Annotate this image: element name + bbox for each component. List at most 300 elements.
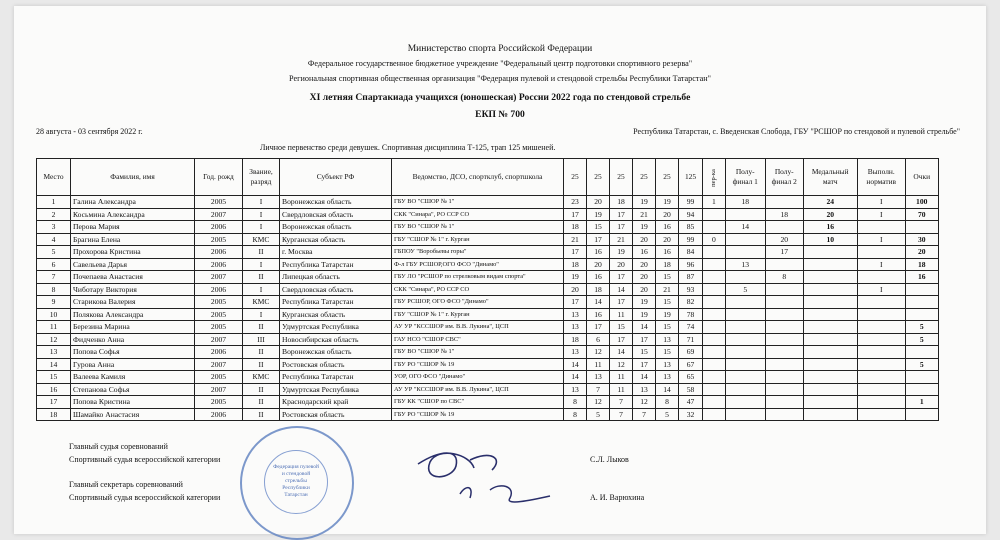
column-header: Выполн. норматив <box>857 159 905 196</box>
table-cell <box>803 408 857 421</box>
table-cell <box>765 346 803 359</box>
table-cell <box>703 246 726 259</box>
table-cell <box>725 383 765 396</box>
table-cell: 11 <box>37 321 71 334</box>
table-cell <box>725 246 765 259</box>
table-cell: 2 <box>37 208 71 221</box>
table-cell: 17 <box>37 396 71 409</box>
column-header: 25 <box>656 159 679 196</box>
table-cell: 8 <box>564 408 587 421</box>
table-cell: I <box>857 196 905 209</box>
table-cell: 20 <box>633 258 656 271</box>
table-cell <box>725 408 765 421</box>
table-cell: 5 <box>37 246 71 259</box>
table-row <box>37 346 939 359</box>
table-cell: 5 <box>587 408 610 421</box>
secretary-name: А. И. Варюхина <box>590 493 645 502</box>
table-cell: 18 <box>656 258 679 271</box>
table-cell: 18 <box>37 408 71 421</box>
table-cell: 70 <box>905 208 938 221</box>
table-cell: 12 <box>610 358 633 371</box>
table-cell: ГБУ КК "СШОР по СВС" <box>392 396 564 409</box>
table-cell: Республика Татарстан <box>280 296 392 309</box>
table-cell <box>703 346 726 359</box>
table-cell <box>725 396 765 409</box>
table-cell <box>803 296 857 309</box>
table-cell: 87 <box>679 271 703 284</box>
table-cell: 65 <box>679 371 703 384</box>
table-cell: Ростовская область <box>280 408 392 421</box>
table-cell <box>703 296 726 309</box>
judge-name: С.Л. Лыков <box>590 455 629 464</box>
table-cell <box>857 308 905 321</box>
table-cell: 11 <box>610 308 633 321</box>
table-cell <box>803 271 857 284</box>
table-cell <box>725 371 765 384</box>
document-sheet <box>14 6 986 534</box>
table-cell <box>765 196 803 209</box>
table-cell: Свердловская область <box>280 208 392 221</box>
table-cell: 14 <box>633 321 656 334</box>
table-cell: 4 <box>37 233 71 246</box>
column-header: Звание, разряд <box>243 159 280 196</box>
table-cell: 9 <box>37 296 71 309</box>
table-cell: 13 <box>656 371 679 384</box>
table-cell <box>703 371 726 384</box>
table-row <box>37 333 939 346</box>
table-cell: 15 <box>610 321 633 334</box>
table-cell <box>803 333 857 346</box>
table-cell: I <box>857 208 905 221</box>
table-cell: Перова Мария <box>71 221 195 234</box>
column-header: Год. рожд <box>195 159 243 196</box>
table-cell: 8 <box>656 396 679 409</box>
ekp-number: ЕКП № 700 <box>475 109 525 120</box>
table-cell: ГБУ ЛО "РСШОР по стрелковым видам спорта" <box>392 271 564 284</box>
table-cell <box>703 208 726 221</box>
table-cell: II <box>243 246 280 259</box>
secretary-title: Главный секретарь соревнований <box>69 480 183 489</box>
table-cell <box>857 246 905 259</box>
table-cell: 16 <box>656 246 679 259</box>
table-cell: II <box>243 271 280 284</box>
table-cell <box>703 333 726 346</box>
table-cell: 12 <box>587 346 610 359</box>
table-cell: 3 <box>37 221 71 234</box>
table-cell <box>725 358 765 371</box>
table-cell: 16 <box>587 308 610 321</box>
table-cell: 21 <box>656 283 679 296</box>
table-cell <box>725 308 765 321</box>
table-cell: Степанова Софья <box>71 383 195 396</box>
table-cell: 11 <box>610 383 633 396</box>
table-cell: Косьмина Александра <box>71 208 195 221</box>
table-cell <box>905 308 938 321</box>
table-cell <box>703 358 726 371</box>
table-cell <box>857 296 905 309</box>
table-cell: 17 <box>610 208 633 221</box>
table-cell <box>803 346 857 359</box>
table-cell <box>703 221 726 234</box>
column-header: Полу-финал 1 <box>725 159 765 196</box>
results-table <box>36 158 939 421</box>
table-row <box>37 358 939 371</box>
table-cell <box>765 221 803 234</box>
table-cell: 84 <box>679 246 703 259</box>
table-cell: 13 <box>725 258 765 271</box>
table-cell: 7 <box>587 383 610 396</box>
table-cell <box>725 346 765 359</box>
column-header: Фамилия, имя <box>71 159 195 196</box>
table-cell: 19 <box>656 196 679 209</box>
table-cell: 18 <box>765 208 803 221</box>
table-cell: 14 <box>564 371 587 384</box>
table-cell: 15 <box>656 321 679 334</box>
table-cell: 17 <box>587 233 610 246</box>
table-cell: 18 <box>610 196 633 209</box>
table-row <box>37 296 939 309</box>
table-cell: Ростовская область <box>280 358 392 371</box>
table-cell: 17 <box>633 358 656 371</box>
table-cell: 2006 <box>195 221 243 234</box>
table-cell: 100 <box>905 196 938 209</box>
table-cell: СКК "Синара", РО ССР СО <box>392 283 564 296</box>
table-cell: 18 <box>564 333 587 346</box>
table-cell: Воронежская область <box>280 346 392 359</box>
table-cell: 14 <box>633 371 656 384</box>
table-cell: 8 <box>765 271 803 284</box>
table-cell: 2005 <box>195 371 243 384</box>
table-cell: 69 <box>679 346 703 359</box>
table-cell: 15 <box>587 221 610 234</box>
table-cell: 13 <box>564 308 587 321</box>
column-header: 25 <box>633 159 656 196</box>
table-cell: I <box>243 258 280 271</box>
table-cell: III <box>243 333 280 346</box>
table-cell: 58 <box>679 383 703 396</box>
table-cell: 17 <box>765 246 803 259</box>
table-cell: Воронежская область <box>280 221 392 234</box>
table-cell: 13 <box>587 371 610 384</box>
table-cell: 13 <box>564 321 587 334</box>
table-cell: 18 <box>587 283 610 296</box>
table-cell: Новосибирская область <box>280 333 392 346</box>
table-cell: 2006 <box>195 283 243 296</box>
table-cell: 14 <box>610 346 633 359</box>
table-cell: 17 <box>610 221 633 234</box>
table-cell: 20 <box>633 271 656 284</box>
column-header: 25 <box>564 159 587 196</box>
table-cell: Ф-л ГБУ РСШОР,ОГО ФСО "Динамо" <box>392 258 564 271</box>
table-cell: 14 <box>656 383 679 396</box>
table-cell: 14 <box>725 221 765 234</box>
table-cell <box>703 321 726 334</box>
table-cell: 16 <box>905 271 938 284</box>
table-cell: 13 <box>656 358 679 371</box>
table-cell: 47 <box>679 396 703 409</box>
table-cell: Краснодарский край <box>280 396 392 409</box>
table-cell <box>703 383 726 396</box>
table-cell <box>905 221 938 234</box>
table-cell <box>725 208 765 221</box>
table-cell: 19 <box>633 296 656 309</box>
table-cell: 2007 <box>195 383 243 396</box>
header-federal-center: Федеральное государственное бюджетное учреждение "Федеральный центр подготовки спортивного резерва" <box>307 59 693 68</box>
table-cell: 2007 <box>195 333 243 346</box>
table-cell <box>765 321 803 334</box>
table-cell: 2005 <box>195 321 243 334</box>
table-cell <box>803 396 857 409</box>
table-cell: I <box>243 196 280 209</box>
table-cell: 20 <box>765 233 803 246</box>
table-row <box>37 383 939 396</box>
table-cell: 14 <box>610 283 633 296</box>
table-cell: 6 <box>37 258 71 271</box>
table-cell: Почепаева Анастасия <box>71 271 195 284</box>
secretary-signature <box>460 486 550 502</box>
table-cell <box>857 271 905 284</box>
table-cell: II <box>243 408 280 421</box>
table-cell: Прохорова Кристина <box>71 246 195 259</box>
table-cell: 24 <box>803 196 857 209</box>
table-cell: 19 <box>633 196 656 209</box>
table-cell: 1 <box>37 196 71 209</box>
header-ministry: Министерство спорта Российской Федерации <box>407 44 593 54</box>
table-cell <box>803 283 857 296</box>
table-cell: ГБУ РО "СШОР № 19 <box>392 358 564 371</box>
table-cell: 2005 <box>195 196 243 209</box>
column-header: 25 <box>610 159 633 196</box>
table-cell: 19 <box>633 308 656 321</box>
table-cell: 11 <box>587 358 610 371</box>
table-cell <box>857 358 905 371</box>
table-cell: 8 <box>37 283 71 296</box>
table-cell <box>803 258 857 271</box>
table-cell: II <box>243 396 280 409</box>
table-cell: 14 <box>587 296 610 309</box>
table-cell: КМС <box>243 296 280 309</box>
table-cell: II <box>243 383 280 396</box>
table-cell: ГБУ ВО "СШОР № 1" <box>392 346 564 359</box>
table-cell: 2007 <box>195 271 243 284</box>
table-cell: ГБПОУ "Воробьевы горы" <box>392 246 564 259</box>
table-cell <box>765 258 803 271</box>
table-cell: Курганская область <box>280 233 392 246</box>
table-cell: 13 <box>656 333 679 346</box>
table-cell: Удмуртская Республика <box>280 383 392 396</box>
table-row <box>37 408 939 421</box>
table-cell <box>703 258 726 271</box>
table-row <box>37 208 939 221</box>
table-cell: 71 <box>679 333 703 346</box>
table-cell: 15 <box>656 346 679 359</box>
table-cell <box>803 371 857 384</box>
table-cell: АУ УР "КССШОР им. В.В. Лукина", ЦСП <box>392 321 564 334</box>
table-cell: 16 <box>587 271 610 284</box>
table-cell: 13 <box>37 346 71 359</box>
table-row <box>37 233 939 246</box>
table-cell: 20 <box>803 208 857 221</box>
table-cell: Попова Софья <box>71 346 195 359</box>
table-cell: Свердловская область <box>280 283 392 296</box>
table-cell: Гурова Анна <box>71 358 195 371</box>
table-cell: I <box>243 221 280 234</box>
table-cell: 17 <box>610 333 633 346</box>
table-cell: 1 <box>703 196 726 209</box>
table-cell: Савельева Дарья <box>71 258 195 271</box>
table-cell: ГБУ "СШОР № 1" г. Курган <box>392 233 564 246</box>
table-cell <box>703 308 726 321</box>
column-header: Место <box>37 159 71 196</box>
table-cell: Полякова Александра <box>71 308 195 321</box>
table-cell: УОР, ОГО ФСО "Динамо" <box>392 371 564 384</box>
table-cell: 5 <box>905 333 938 346</box>
table-cell: Брагина Елена <box>71 233 195 246</box>
table-cell: 5 <box>725 283 765 296</box>
table-cell: ГБУ РСШОР, ОГО ФСО "Динамо" <box>392 296 564 309</box>
table-cell: 7 <box>610 408 633 421</box>
table-cell: 16 <box>656 221 679 234</box>
column-header: Полу-финал 2 <box>765 159 803 196</box>
table-cell <box>765 371 803 384</box>
table-cell: 8 <box>564 396 587 409</box>
table-cell: 17 <box>564 246 587 259</box>
table-cell: 12 <box>587 396 610 409</box>
table-cell: СКК "Синара", РО ССР СО <box>392 208 564 221</box>
table-cell: 16 <box>803 221 857 234</box>
stamp-text: Федерация пулевой и стендовой стрельбы Республики Татарстан <box>273 464 319 498</box>
table-cell: 23 <box>564 196 587 209</box>
table-cell: 20 <box>656 208 679 221</box>
table-cell: 78 <box>679 308 703 321</box>
table-cell: Липецкая область <box>280 271 392 284</box>
table-cell: 5 <box>905 358 938 371</box>
table-cell: 17 <box>564 296 587 309</box>
table-cell: ГАУ НСО "СШОР СВС" <box>392 333 564 346</box>
table-cell: 2005 <box>195 296 243 309</box>
table-cell: Шамайко Анастасия <box>71 408 195 421</box>
table-cell <box>765 296 803 309</box>
table-cell: Воронежская область <box>280 196 392 209</box>
table-cell: I <box>243 308 280 321</box>
table-cell: 82 <box>679 296 703 309</box>
table-cell: 17 <box>587 321 610 334</box>
table-cell: 2007 <box>195 358 243 371</box>
table-cell <box>857 221 905 234</box>
table-cell: 15 <box>656 296 679 309</box>
table-cell: Курганская область <box>280 308 392 321</box>
table-row <box>37 371 939 384</box>
table-cell <box>765 358 803 371</box>
table-cell: 16 <box>633 246 656 259</box>
table-cell: 1 <box>905 396 938 409</box>
table-cell: 2007 <box>195 208 243 221</box>
table-cell: 18 <box>905 258 938 271</box>
table-cell: 96 <box>679 258 703 271</box>
table-cell: 30 <box>905 233 938 246</box>
table-cell <box>857 321 905 334</box>
table-cell: ГБУ РО "СШОР № 19 <box>392 408 564 421</box>
table-cell <box>725 296 765 309</box>
table-cell: 14 <box>564 358 587 371</box>
table-cell: 17 <box>610 296 633 309</box>
table-cell: 99 <box>679 196 703 209</box>
table-cell <box>857 408 905 421</box>
table-cell <box>803 308 857 321</box>
table-cell: 13 <box>564 346 587 359</box>
table-cell: 20 <box>656 233 679 246</box>
table-cell: Фидченко Анна <box>71 333 195 346</box>
table-cell: 19 <box>656 308 679 321</box>
table-cell: II <box>243 346 280 359</box>
table-cell <box>765 408 803 421</box>
table-cell: 20 <box>905 246 938 259</box>
table-header-row <box>37 159 939 196</box>
table-cell: 20 <box>587 258 610 271</box>
table-cell: Чиботару Виктория <box>71 283 195 296</box>
table-cell: 21 <box>610 233 633 246</box>
table-cell: 17 <box>610 271 633 284</box>
table-cell: 99 <box>679 233 703 246</box>
table-cell <box>857 383 905 396</box>
column-header <box>703 159 726 196</box>
table-row <box>37 283 939 296</box>
table-cell: КМС <box>243 233 280 246</box>
table-cell: 20 <box>633 283 656 296</box>
table-cell: ГБУ ВО "СШОР № 1" <box>392 196 564 209</box>
secretary-category: Спортивный судья всероссийской категории <box>69 493 221 502</box>
table-cell: I <box>857 283 905 296</box>
table-cell <box>765 283 803 296</box>
column-header: Медальный матч <box>803 159 857 196</box>
judge-category: Спортивный судья всероссийской категории <box>69 455 221 464</box>
table-cell: 20 <box>610 258 633 271</box>
table-cell: 16 <box>37 383 71 396</box>
table-cell: 19 <box>633 221 656 234</box>
table-cell: 2005 <box>195 233 243 246</box>
table-cell: 12 <box>37 333 71 346</box>
table-cell: 17 <box>633 333 656 346</box>
table-cell: 20 <box>587 196 610 209</box>
table-cell <box>905 383 938 396</box>
table-cell: I <box>243 208 280 221</box>
table-cell <box>725 333 765 346</box>
table-cell: 2006 <box>195 408 243 421</box>
table-cell: 17 <box>564 208 587 221</box>
table-cell: 2005 <box>195 308 243 321</box>
table-cell: 21 <box>633 208 656 221</box>
table-row <box>37 321 939 334</box>
table-cell: 2006 <box>195 346 243 359</box>
table-cell: Республика Татарстан <box>280 258 392 271</box>
competition-place: Республика Татарстан, с. Введенская Слобода, ГБУ "РСШОР по стендовой и пулевой стрельбе" <box>633 127 960 136</box>
table-cell: 15 <box>37 371 71 384</box>
table-cell: 16 <box>587 246 610 259</box>
table-cell: 15 <box>656 271 679 284</box>
column-header: Субъект РФ <box>280 159 392 196</box>
table-cell <box>905 296 938 309</box>
table-cell: 10 <box>803 233 857 246</box>
table-cell <box>803 383 857 396</box>
table-row <box>37 196 939 209</box>
table-cell: 7 <box>633 408 656 421</box>
table-cell <box>857 333 905 346</box>
table-cell: ГБУ "СШОР № 1" г. Курган <box>392 308 564 321</box>
table-cell <box>703 408 726 421</box>
table-cell <box>725 233 765 246</box>
judge-signature <box>418 453 496 477</box>
table-cell: 67 <box>679 358 703 371</box>
